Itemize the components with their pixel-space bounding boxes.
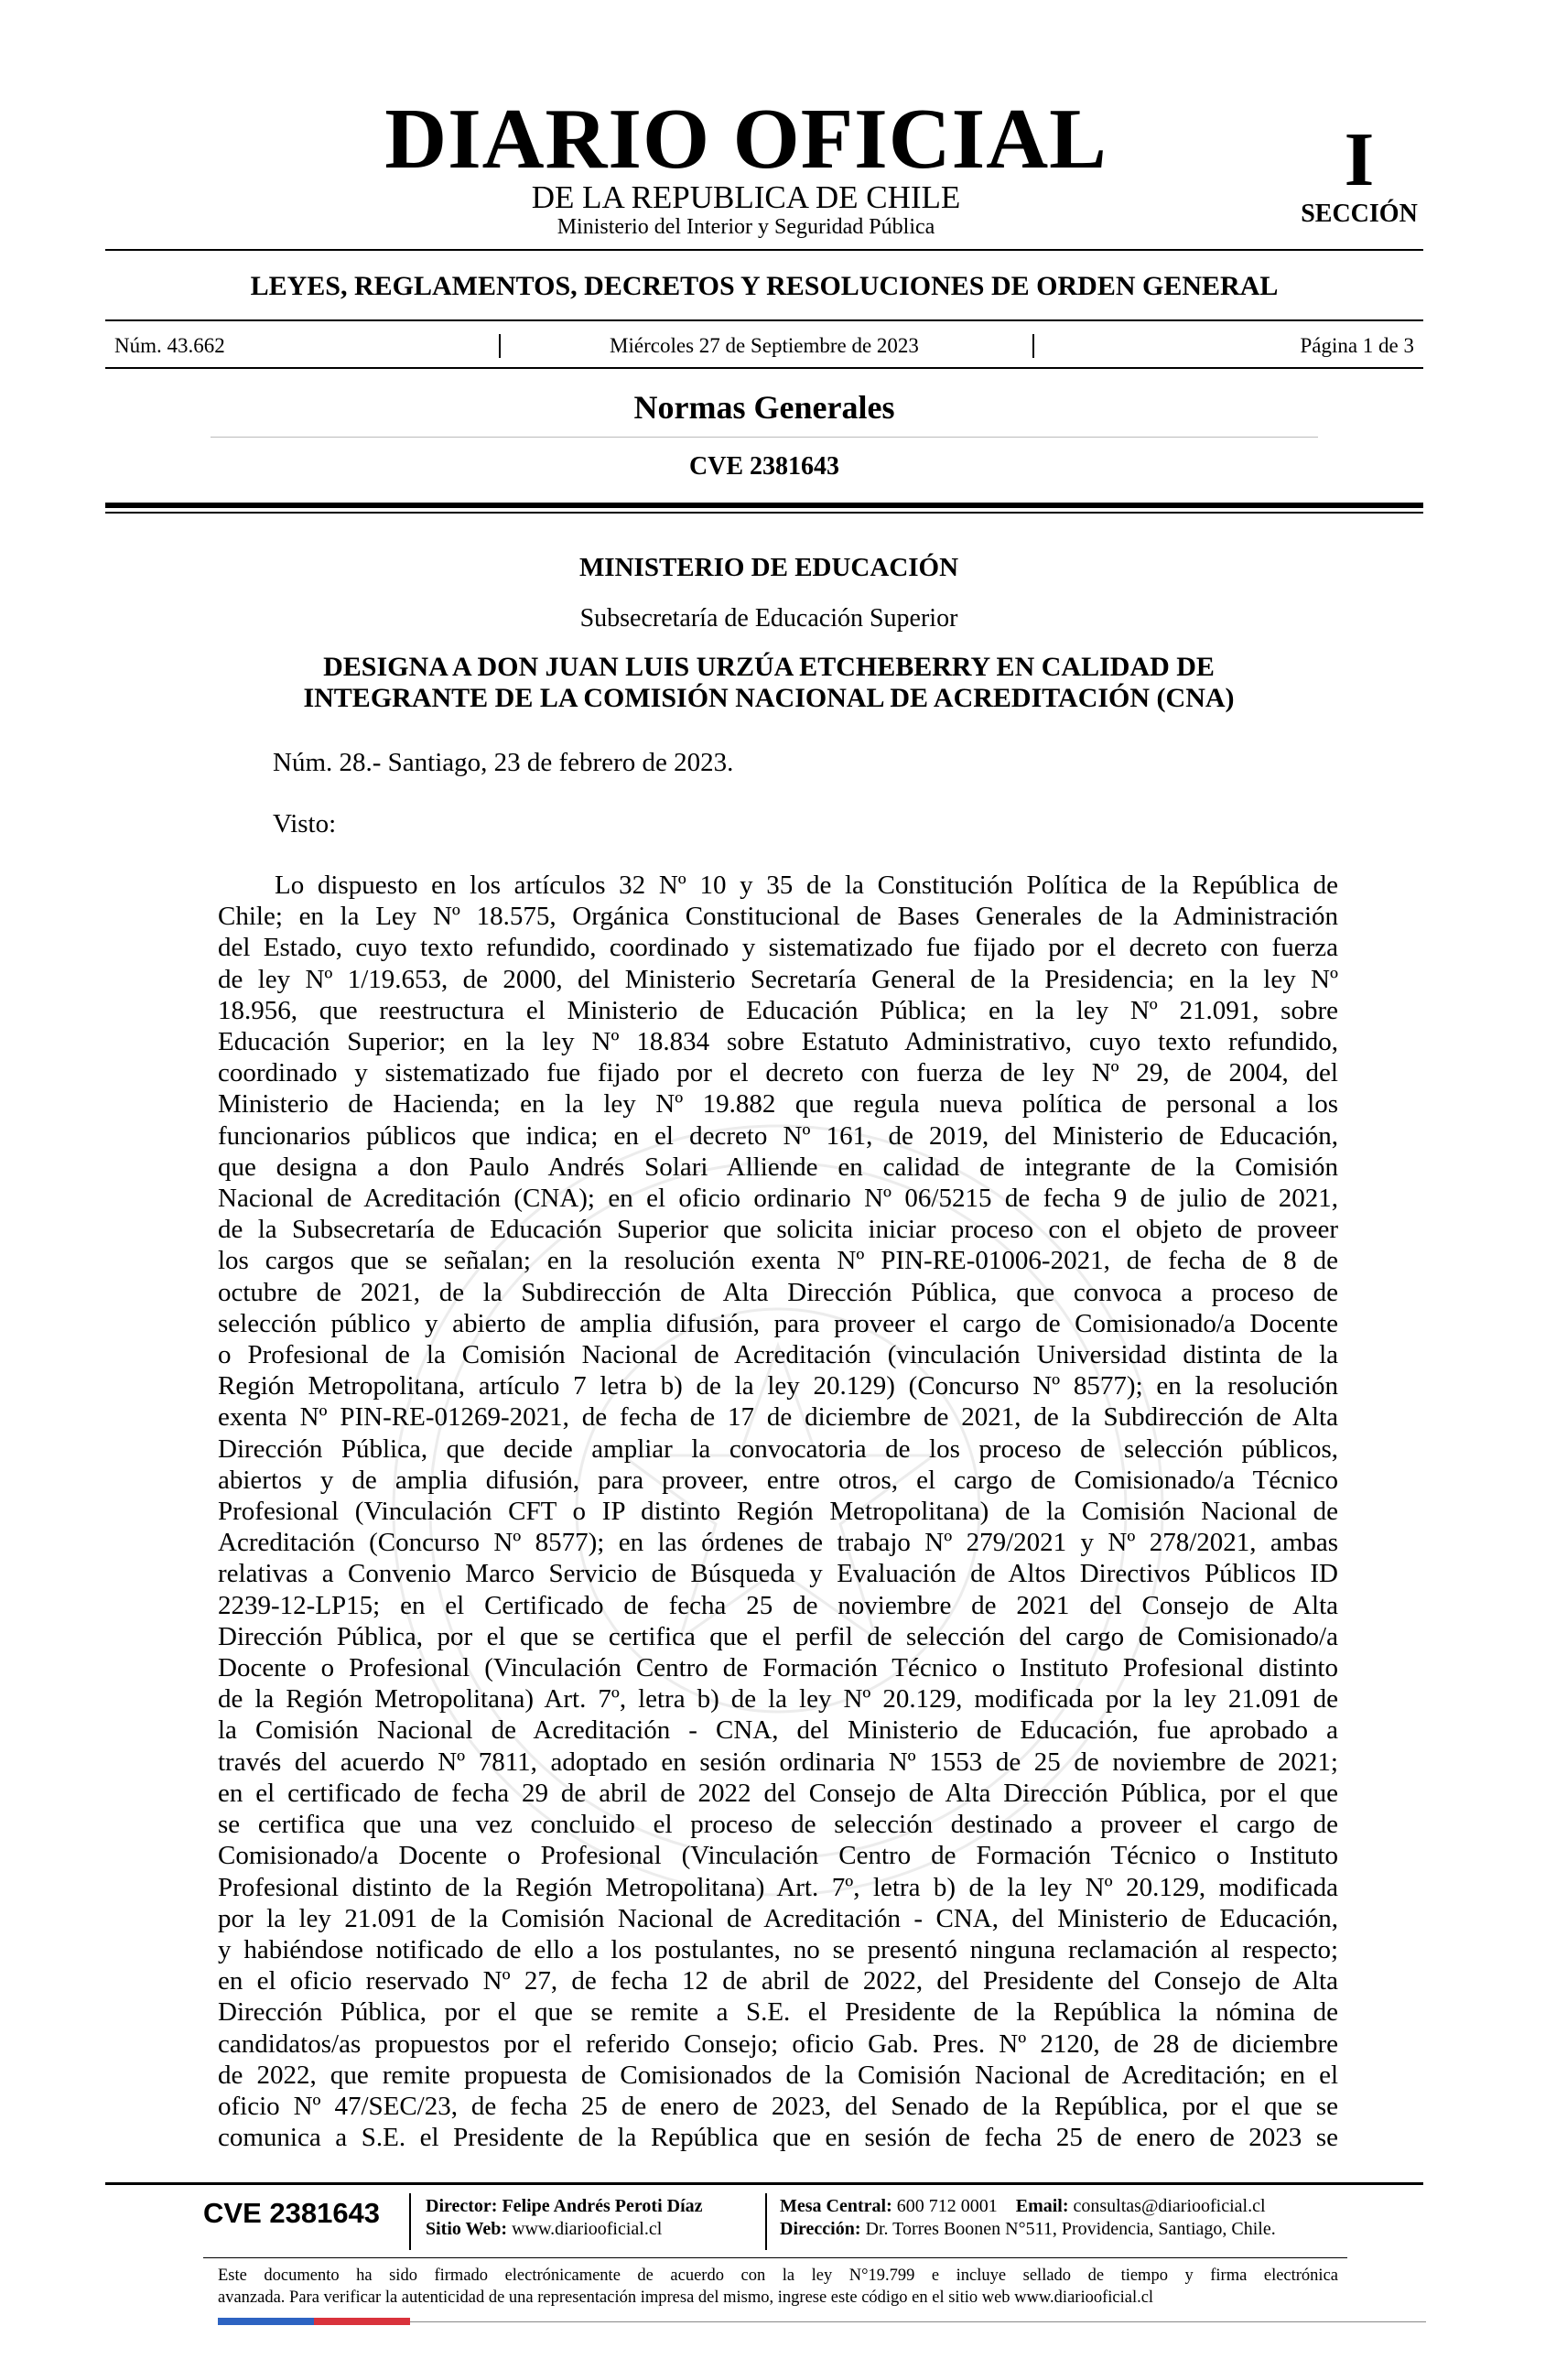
masthead-subtitle: DE LA REPUBLICA DE CHILE — [531, 179, 961, 215]
masthead-title: DIARIO OFICIAL — [384, 92, 1108, 187]
body-line: Acreditación (Concurso Nº 8577); en las órdenes de trabajo Nº 279/2021 y Nº 278/2021, ambas — [218, 1528, 1338, 1558]
body-line: octubre de 2021, de la Subdirección de Alta Dirección Pública, que convoca a proceso de — [218, 1277, 1338, 1307]
body-line: 18.956, que reestructura el Ministerio de Educación Pública; en la ley Nº 21.091, sobre — [218, 995, 1338, 1025]
section-label: SECCIÓN — [1301, 200, 1418, 228]
section-heading: Normas Generales — [633, 389, 895, 426]
decree-title — [220, 652, 1318, 714]
body-line: Chile; en la Ley Nº 18.575, Orgánica Constitucional de Bases Generales de la Administración — [218, 902, 1338, 932]
masthead-ministry: Ministerio del Interior y Seguridad Pública — [556, 215, 935, 239]
body-line: coordinado y sistematizado fue fijado por el decreto con fuerza de ley Nº 29, de 2004, del — [218, 1058, 1338, 1088]
website-label: Sitio Web: — [426, 2219, 508, 2239]
issue-date: Miércoles 27 de Septiembre de 2023 — [610, 334, 919, 357]
director-label: Director: — [426, 2196, 498, 2216]
page-indicator: Página 1 de 3 — [1300, 334, 1414, 357]
body-line: del Estado, cuyo texto refundido, coordinado y sistematizado fue fijado por el decreto con fuerza — [218, 933, 1338, 963]
body-line: Profesional (Vinculación CFT o IP distinto Región Metropolitana) de la Comisión Nacional de — [218, 1497, 1338, 1527]
body-line: oficio Nº 47/SEC/23, de fecha 25 de enero de 2023, del Senado de la República, por el que se — [218, 2091, 1338, 2121]
body-line: y habiéndose notificado de ello a los postulantes, no se presentó ninguna reclamación al respecto; — [218, 1934, 1338, 1964]
footer-contact-block — [780, 2195, 1276, 2241]
banner-rule — [105, 319, 1423, 321]
body-line: de 2022, que remite propuesta de Comisionados de la Comisión Nacional de Acreditación; en el — [218, 2060, 1338, 2090]
decree-title-line: DESIGNA A DON JUAN LUIS URZÚA ETCHEBERRY EN CALIDAD DE — [323, 652, 1215, 682]
footer-divider — [409, 2193, 411, 2250]
masthead-rule — [105, 249, 1423, 251]
body-line: en el certificado de fecha 29 de abril de 2022 del Consejo de Alta Dirección Pública, por el que — [218, 1778, 1338, 1808]
body-line: relativas a Convenio Marco Servicio de Búsqueda y Evaluación de Altos Directivos Públicos ID — [218, 1559, 1338, 1589]
body-line: selección público y abierto de amplia difusión, para proveer el cargo de Comisionado/a Docente — [218, 1308, 1338, 1338]
body-line: comunica a S.E. el Presidente de la República que en sesión de fecha 25 de enero de 2023 se — [218, 2123, 1338, 2151]
issue-info-row — [105, 330, 1423, 362]
footer-director-block — [426, 2195, 703, 2241]
issue-number: Núm. 43.662 — [114, 334, 225, 357]
issue-rule — [105, 367, 1423, 369]
section-number: I — [1344, 117, 1375, 202]
flag-blue-segment — [218, 2318, 314, 2325]
section-heading-rule — [211, 437, 1318, 438]
ministry-heading: MINISTERIO DE EDUCACIÓN — [578, 553, 959, 582]
issue-separator — [499, 334, 501, 358]
body-line: funcionarios públicos que indica; en el decreto Nº 161, de 2019, del Ministerio de Educación, — [218, 1120, 1338, 1151]
header-thick-rule — [105, 503, 1423, 508]
address-text: Dr. Torres Boonen N°511, Providencia, Santiago, Chile. — [865, 2219, 1276, 2239]
footer-mid-rule — [203, 2257, 1347, 2258]
body-line: Nacional de Acreditación (CNA); en el oficio ordinario Nº 06/5215 de fecha 9 de julio de 2021, — [218, 1184, 1338, 1214]
body-line: exenta Nº PIN-RE-01269-2021, de fecha de 17 de diciembre de 2021, de la Subdirección de Alta — [218, 1402, 1338, 1433]
footer-divider — [765, 2193, 767, 2250]
email-label: Email: — [1015, 2196, 1069, 2216]
body-line: Educación Superior; en la ley Nº 18.834 sobre Estatuto Administrativo, cuyo texto refundido, — [218, 1027, 1338, 1057]
banner-heading: LEYES, REGLAMENTOS, DECRETOS Y RESOLUCIONES DE ORDEN GENERAL — [250, 271, 1279, 301]
body-line: Docente o Profesional (Vinculación Centro de Formación Técnico o Instituto Profesional distinto — [218, 1653, 1338, 1683]
body-line: los cargos que se señalan; en la resolución exenta Nº PIN-RE-01006-2021, de fecha de 8 de — [218, 1246, 1338, 1276]
body-line: de ley Nº 1/19.653, de 2000, del Ministerio Secretaría General de la Presidencia; en la ley Nº — [218, 964, 1338, 994]
legal-line: avanzada. Para verificar la autenticidad de una representación impresa del mismo, ingrese este código en el sitio web www.diariooficial.cl — [218, 2288, 1154, 2307]
body-line: Dirección Pública, que decide ampliar la convocatoria de los proceso de selección públicos, — [218, 1433, 1338, 1464]
visto-label: Visto: — [273, 809, 337, 838]
body-line: la Comisión Nacional de Acreditación - CNA, del Ministerio de Educación, fue aprobado a — [218, 1715, 1338, 1746]
body-line: través del acuerdo Nº 7811, adoptado en sesión ordinaria Nº 1553 de 25 de noviembre de 2021; — [218, 1747, 1338, 1777]
decree-title-line: INTEGRANTE DE LA COMISIÓN NACIONAL DE ACREDITACIÓN (CNA) — [303, 683, 1235, 713]
body-line: Profesional distinto de la Región Metropolitana) Art. 7º, letra b) de la ley Nº 20.129, modificada — [218, 1872, 1338, 1902]
footer-cve: CVE 2381643 — [203, 2197, 381, 2229]
body-line: de la Región Metropolitana) Art. 7º, letra b) de la ley Nº 20.129, modificada por la ley 21.091 de — [218, 1684, 1338, 1715]
footer-legal-notice — [218, 2265, 1338, 2309]
decree-body-paragraph — [218, 870, 1338, 2151]
address-label: Dirección: — [780, 2219, 861, 2239]
flag-stripe — [218, 2318, 410, 2325]
sub-ministry-heading: Subsecretaría de Educación Superior — [579, 604, 958, 633]
email-link[interactable]: consultas@diariooficial.cl — [1073, 2196, 1266, 2216]
body-line: o Profesional de la Comisión Nacional de Acreditación (vinculación Universidad distinta de la — [218, 1340, 1338, 1370]
flag-red-segment — [314, 2318, 410, 2325]
director-name: Felipe Andrés Peroti Díaz — [502, 2196, 703, 2216]
body-line: por la ley 21.091 de la Comisión Nacional de Acreditación - CNA, del Ministerio de Educación, — [218, 1903, 1338, 1933]
body-line: se certifica que una vez concluido el proceso de selección destinado a proveer el cargo de — [218, 1810, 1338, 1840]
decree-dateline: Núm. 28.- Santiago, 23 de febrero de 2023. — [273, 748, 734, 777]
footer-bottom-rule — [410, 2321, 1426, 2322]
body-line: 2239-12-LP15; en el Certificado de fecha 25 de noviembre de 2021 del Consejo de Alta — [218, 1590, 1338, 1620]
body-line: que designa a don Paulo Andrés Solari Alliende en calidad de integrante de la Comisión — [218, 1152, 1338, 1182]
body-line: Comisionado/a Docente o Profesional (Vinculación Centro de Formación Técnico o Instituto — [218, 1841, 1338, 1871]
body-line: Lo dispuesto en los artículos 32 Nº 10 y 35 de la Constitución Política de la República de — [275, 871, 1338, 900]
body-line: en el oficio reservado Nº 27, de fecha 12 de abril de 2022, del Presidente del Consejo de Alta — [218, 1966, 1338, 1996]
phone-number: 600 712 0001 — [896, 2196, 998, 2216]
legal-line: Este documento ha sido firmado electrónicamente de acuerdo con la ley N°19.799 e incluye sellado de tiempo y firma electrónica — [218, 2266, 1338, 2285]
cve-code: CVE 2381643 — [688, 452, 840, 481]
body-line: Región Metropolitana, artículo 7 letra b) de la ley 20.129) (Concurso Nº 8577); en la resolución — [218, 1371, 1338, 1401]
body-line: de la Subsecretaría de Educación Superior que solicita iniciar proceso con el objeto de proveer — [218, 1215, 1338, 1245]
website-link[interactable]: www.diariooficial.cl — [512, 2219, 663, 2239]
issue-separator — [1032, 334, 1034, 358]
header-thin-rule — [105, 512, 1423, 514]
body-line: Dirección Pública, por el que se certifica que el perfil de selección del cargo de Comisionado/a — [218, 1621, 1338, 1651]
body-line: abiertos y de amplia difusión, para proveer, entre otros, el cargo de Comisionado/a Técnico — [218, 1465, 1338, 1495]
body-line: candidatos/as propuestos por el referido Consejo; oficio Gab. Pres. Nº 2120, de 28 de diciembre — [218, 2028, 1338, 2059]
body-line: Dirección Pública, por el que se remite a S.E. el Presidente de la República la nómina de — [218, 1997, 1338, 2028]
footer-top-rule — [105, 2182, 1423, 2185]
body-line: Ministerio de Hacienda; en la ley Nº 19.882 que regula nueva política de personal a los — [218, 1089, 1338, 1120]
phone-label: Mesa Central: — [780, 2196, 892, 2216]
